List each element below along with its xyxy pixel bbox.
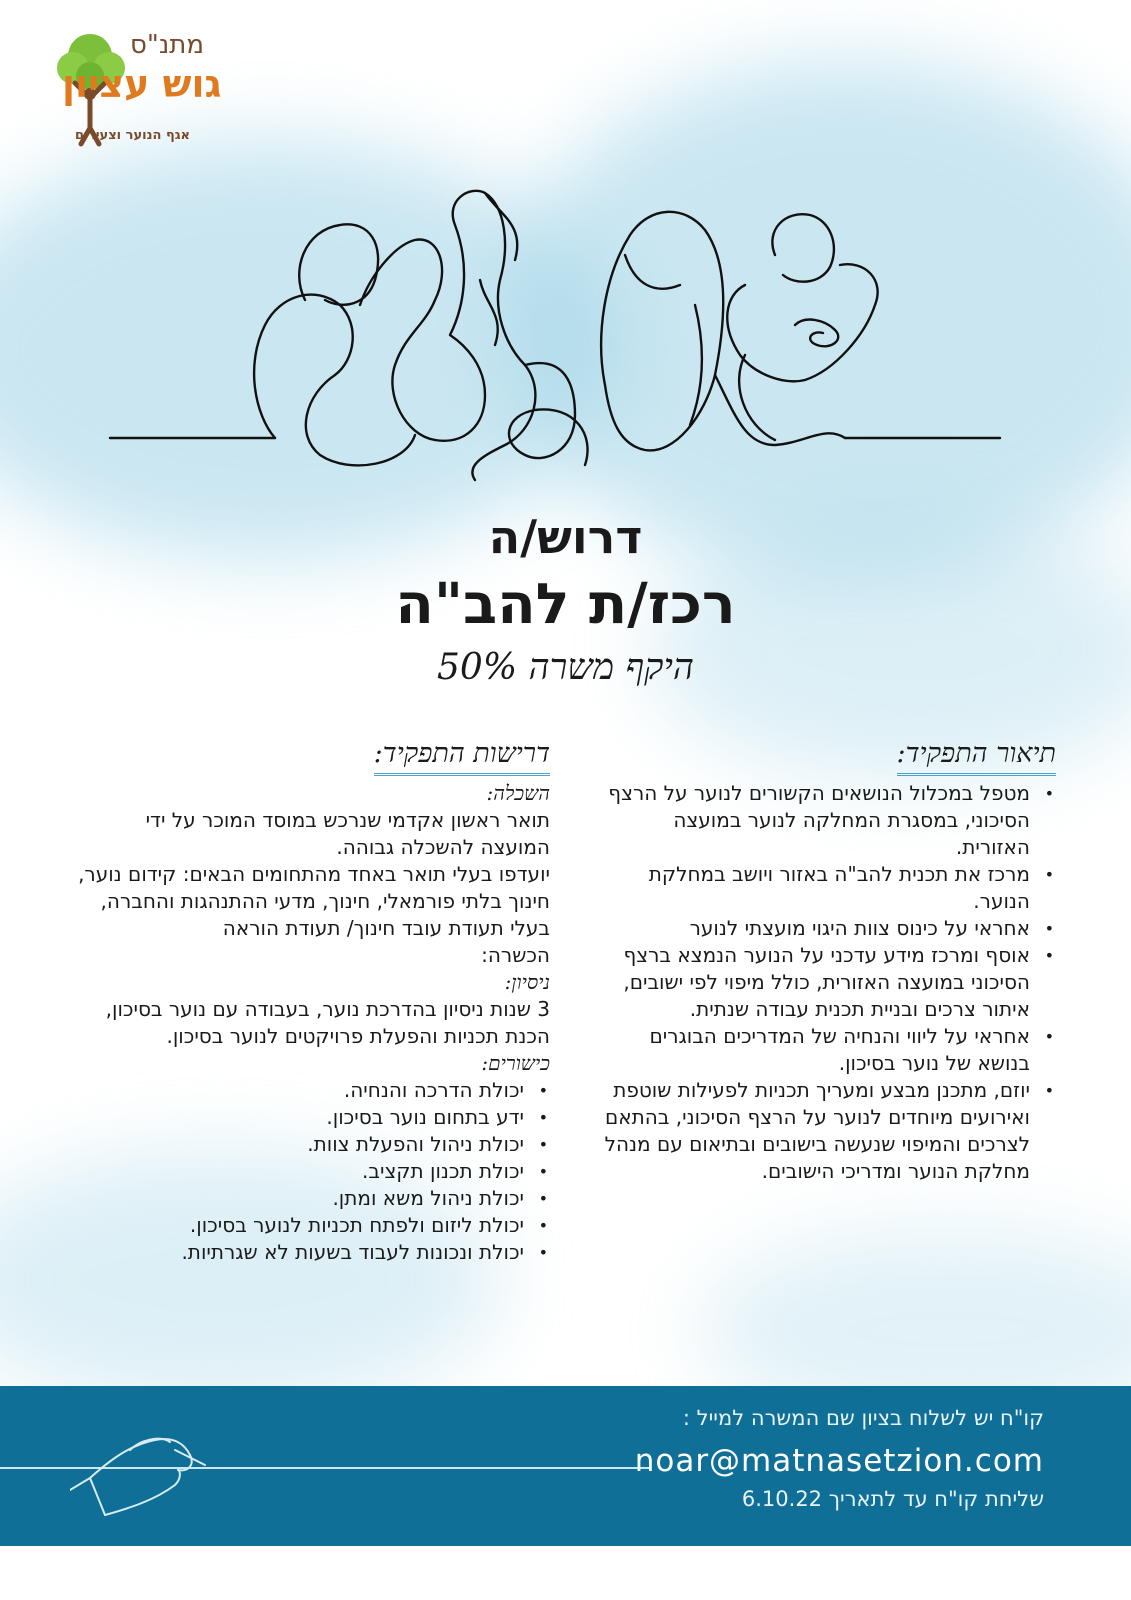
experience-label: ניסיון: [504,970,550,994]
list-item: • אחראי על ליווי והנחיה של המדריכים הבוגרים בנושא של נוער בסיכון. [600,1023,1030,1077]
list-item: • אוסף ומרכז מידע עדכני על הנוער הנמצא ברצף הסיכוני במועצה האזורית, כולל מיפוי לפי ישובים, איתור צרכים ובניית תכנית עבודה שנתית. [600,942,1030,1023]
list-item: • יכולת תכנון תקציב. [70,1158,524,1185]
logo-top-text: מתנ"ס [130,30,204,60]
list-item: • ידע בתחום נוער בסיכון. [70,1104,524,1131]
education-label: השכלה: [486,781,550,805]
title-line-3: היקף משרה 50% [437,647,694,688]
experience-text: 3 שנות ניסיון בהדרכת נוער, בעבודה עם נוער בסיכון, הכנת תכניות והפעלת פרויקטים לנוער בסיכון. [105,997,550,1048]
people-line-art-illustration [105,185,1025,485]
logo-sub-text: אגף הנוער וצעירים [75,128,191,143]
requirements-title: דרישות התפקיד: [374,740,550,776]
title-line-1: דרוש/ה [488,510,643,564]
list-item: • יכולת ניהול והפעלת צוות. [70,1131,524,1158]
training-label: הכשרה: [481,943,550,967]
list-item: • מטפל במכלול הנושאים הקשורים לנוער על הרצף הסיכוני, במסגרת המחלקה לנוער במועצה האזורית. [600,780,1030,861]
contact-email-link[interactable]: noar@matnasetzion.com [634,1443,1044,1479]
title-line-2: רכז/ת להב"ה [395,572,736,637]
footer-deadline: שליחת קו"ח עד לתאריך 6.10.22 [741,1487,1044,1511]
requirements-section [70,740,550,1266]
list-item: • יכולת ונכונות לעבוד בשעות לא שגרתיות. [70,1239,524,1266]
footer-instruction: קו"ח יש לשלוח בציון שם המשרה למייל : [682,1406,1044,1430]
education-text: תואר ראשון אקדמי שנרכש במוסד המוכר על ידי המועצה להשכלה גבוהה. [145,808,550,859]
role-description-title: תיאור התפקיד: [897,740,1057,776]
skills-label: כישורים: [481,1051,550,1075]
skills-list [70,1077,550,1266]
list-item: • יכולת ניהול משא ומתן. [70,1185,524,1212]
writing-hand-icon [70,1420,220,1520]
role-description-list [600,780,1056,1185]
list-item: • יכולת הדרכה והנחיה. [70,1077,524,1104]
list-item: • יכולת ליזום ולפתח תכניות לנוער בסיכון. [70,1212,524,1239]
list-item: • יוזם, מתכנן מבצע ומעריך תכניות לפעילות שוטפת ואירועים מיוחדים לנוער על הרצף הסיכוני, בהתאם לצרכים והמיפוי שנעשה בישובים ובתיאום עם מנהל מחלקת הנוער ומדריכי הישובים. [600,1077,1030,1185]
list-item: • אחראי על כינוס צוות היגוי מועצתי לנוער [600,915,1030,942]
preferred-text: יועדפו בעלי תואר באחד מהתחומים הבאים: קידום נוער, חינוך בלתי פורמאלי, חינוך, מדעי ההתנהגות והחברה, בעלי תעודת עובד חינוך/ תעודת הוראה [78,862,550,940]
list-item: • מרכז את תכנית להב"ה באזור ויושב במחלקת הנוער. [600,861,1030,915]
role-description-section [600,740,1056,1185]
logo-main-text: גוש עציון [62,62,222,106]
